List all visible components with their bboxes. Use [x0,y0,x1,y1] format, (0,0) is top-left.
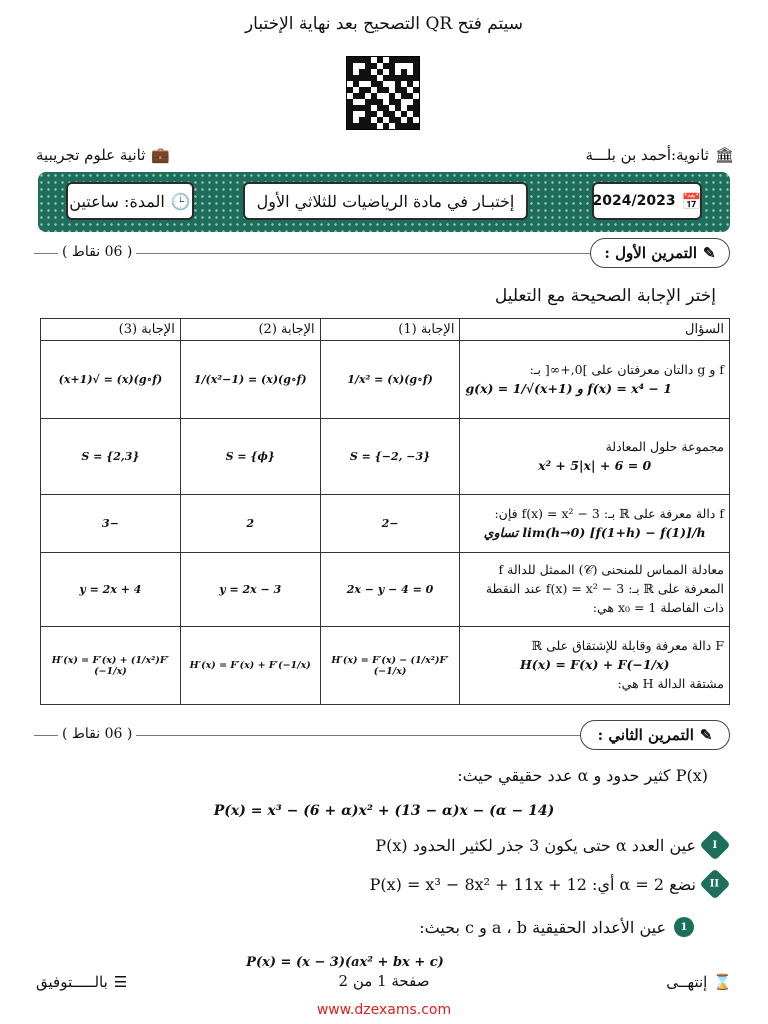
footer-wish: ☰ بالـــــتوفيق [36,973,128,991]
table-row: F دالة معرفة وقابلة للإشتقاق على ℝ H(x) = F(x) + F(−1/x) مشتقة الدالة H هي: H′(x) = F′(x) − (1/x²)F′(−1/x) H′(x) = F′(x) + F′(−1/x) H′(x) = F′(x) + (1/x²)F′(−1/x) [41,627,730,705]
roman-bullet-icon: II [699,868,730,899]
table-row: معادلة المماس للمنحنى (𝒞) الممثل للدالة f المعرفة على ℝ بـ: f(x) = x² − 3 عند النقطة ذات الفاصلة x₀ = 1 هي: 2x − y − 4 = 0 y = 2x − 3 y = 2x + 4 [41,553,730,627]
number-bullet-icon: 1 [674,917,694,937]
question-2: II نضع α = 2 أي: P(x) = x³ − 8x² + 11x + 12 [370,873,726,895]
table-row: مجموعة حلول المعادلة x² + 5|x| + 6 = 0 S = {−2, −3} S = {ϕ} S = {2,3} [41,419,730,495]
exercise1-tag: ✎ التمرين الأول : [590,238,730,268]
school-icon: 🏛 [714,146,734,164]
footer-end: ⌛ إنتهــى [666,973,732,991]
table-row: f دالة معرفة على ℝ بـ: f(x) = x² − 3 فإن: lim(h→0) [f(1+h) − f(1)]/h تساوي −2 2 −3 [41,495,730,553]
pencil-icon: ✎ [699,726,713,744]
question-table [40,318,730,705]
school-name: 🏛 ثانوية:أحمد بن بلـــة [585,146,734,164]
year-box: 2024/2023 📅 [592,182,702,220]
instruction: إختر الإجابة الصحيحة مع التعليل [494,286,716,306]
top-note: سيتم فتح QR التصحيح بعد نهاية الإختبار [244,14,524,34]
question-1: I عين العدد α حتى يكون 3 جذر لكثير الحدود P(x) [375,834,726,856]
table-header: السؤال الإجابة (1) الإجابة (2) الإجابة (3) [41,319,730,341]
briefcase-icon: 💼 [151,146,171,164]
factorization: P(x) = (x − 3)(ax² + bx + c) [246,955,444,970]
exercise2-points: ( 06 نقاط ) [58,726,136,742]
class-name: 💼 ثانية علوم تجريبية [36,146,171,164]
site-watermark[interactable]: www.dzexams.com [316,1002,452,1018]
page-number: صفحة 1 من 2 [338,972,430,990]
exercise2-tag: ✎ التمرين الثاني : [580,720,730,750]
exam-banner [38,172,730,232]
clock-icon: 🕒 [170,191,191,211]
layers-icon: ☰ [113,973,128,991]
exam-title: إختبـار في مادة الرياضيات للثلاثي الأول [243,182,528,220]
duration-box: 🕒 المدة: ساعتين [66,182,194,220]
calendar-icon: 📅 [681,191,702,211]
roman-bullet-icon: I [699,829,730,860]
exercise1-points: ( 06 نقاط ) [58,244,136,260]
hourglass-icon: ⌛ [713,973,732,991]
question-2-1: 1 عين الأعداد الحقيقية a ، b و c بحيث: [419,917,694,937]
polynomial: P(x) = x³ − (6 + α)x² + (13 − α)x − (α − 14) [213,803,555,819]
pencil-icon: ✎ [703,244,716,262]
table-row: f و g دالتان معرفتان على ]0,+∞[ بـ: g(x) = 1/√(x+1) و f(x) = x⁴ − 1 (g∘f)(x) = 1/x² (g∘f)(x) = 1/(x²−1) (g∘f)(x) = √(x+1) [41,341,730,419]
qr-code [346,56,420,130]
exercise2-intro: P(x) كثير حدود و α عدد حقيقي حيث: [457,766,708,785]
